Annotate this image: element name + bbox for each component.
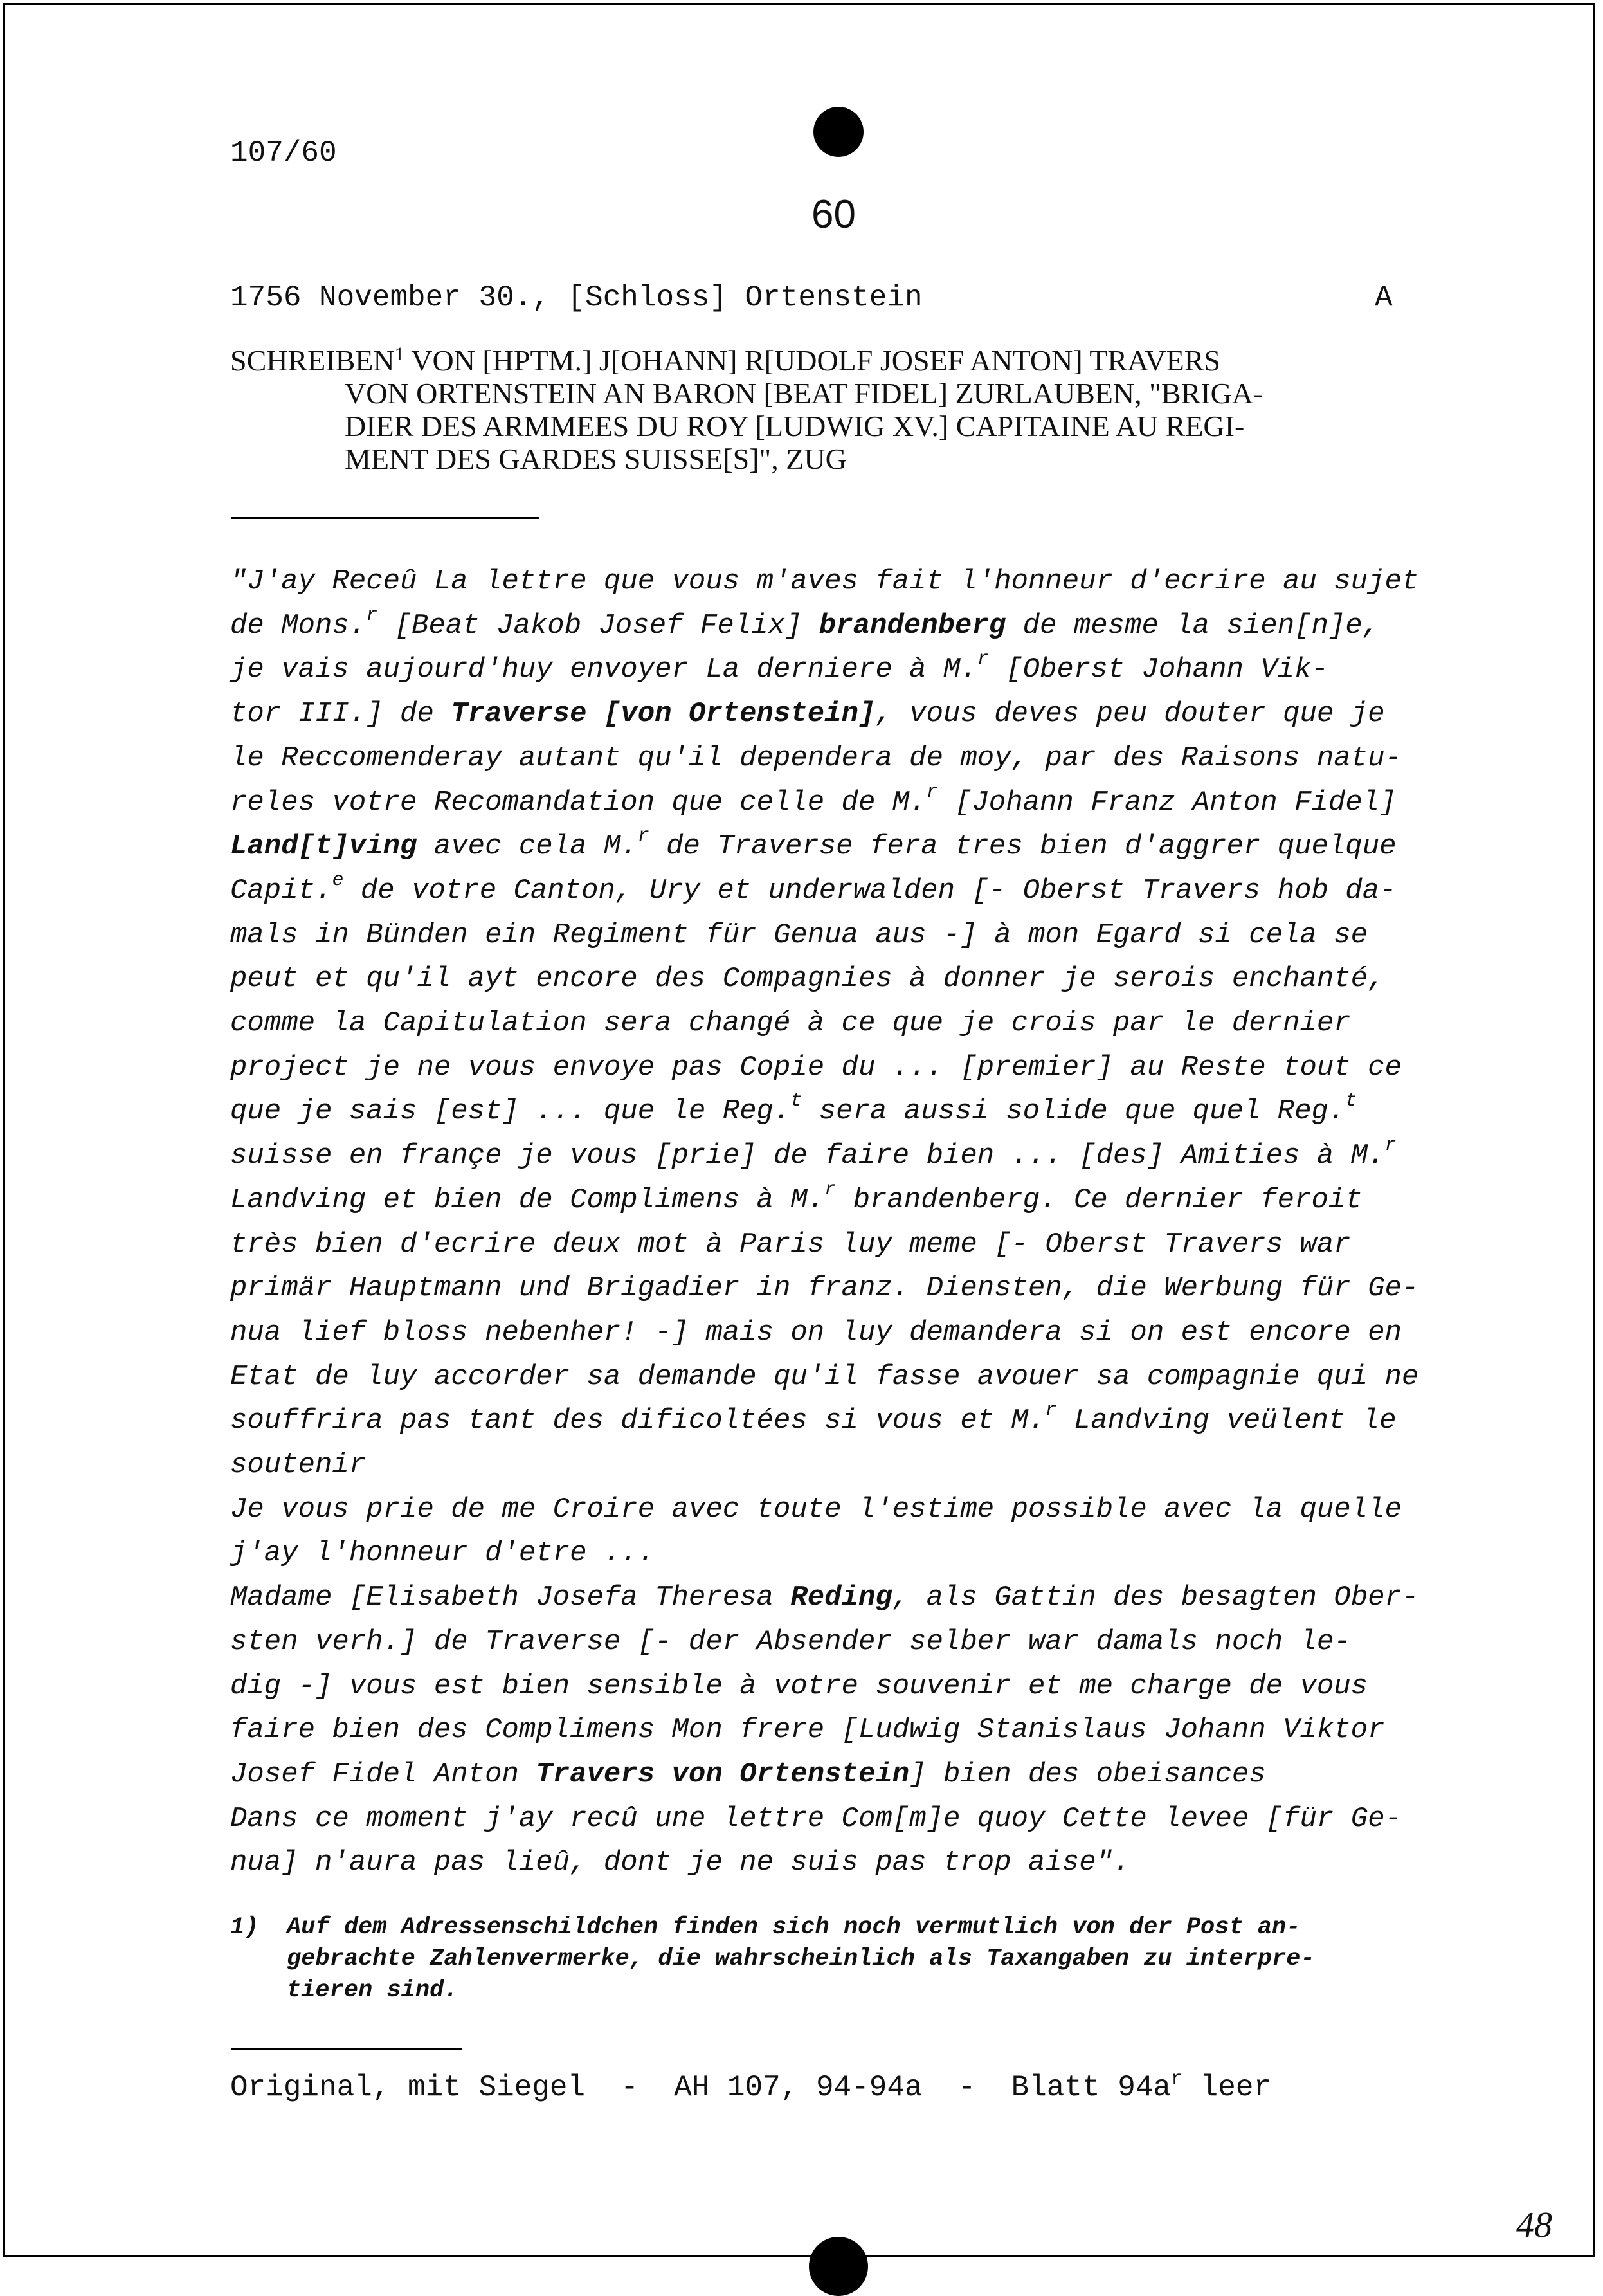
file-reference: 107/60	[230, 136, 337, 170]
body-line: "J'ay Receû La lettre que vous m'aves fait l'honneur d'ecrire au sujet	[230, 565, 1419, 597]
text: [Oberst Johann Vik-	[988, 653, 1328, 686]
text: je vais aujourd'huy envoyer La derniere à M.	[230, 653, 977, 686]
superscript: r	[637, 825, 649, 848]
superscript: t	[790, 1090, 802, 1113]
punch-hole-top	[813, 107, 864, 157]
body-line: mals in Bünden ein Regiment für Genua aus -] à mon Egard si cela se	[230, 918, 1368, 951]
footnote-body	[287, 1912, 1465, 2007]
body-line: nua lief bloss nebenher! -] mais on luy demandera si on est encore en	[230, 1316, 1402, 1349]
body-line	[230, 648, 1465, 692]
body-line: Je vous prie de me Croire avec toute l'estime possible avec la quelle	[230, 1493, 1402, 1526]
body-line	[230, 1753, 1465, 1797]
bold-name: Traverse [von Ortenstein]	[451, 698, 876, 731]
superscript: r	[1384, 1134, 1397, 1157]
body-line	[230, 1178, 1465, 1223]
footnote-reference: 1	[394, 343, 404, 365]
superscript: t	[1345, 1090, 1357, 1113]
source-text: Original, mit Siegel - AH 107, 94-94a - Blatt 94a	[230, 2071, 1172, 2104]
text: Josef Fidel Anton	[230, 1758, 536, 1790]
body-line: nua] n'aura pas lieû, dont je ne suis pas trop aise".	[230, 1846, 1130, 1879]
separator-rule	[231, 517, 539, 519]
superscript: r	[1045, 1399, 1057, 1422]
bold-name: Travers von Ortenstein	[536, 1758, 910, 1790]
text: sera aussi solide que quel Reg.	[802, 1095, 1346, 1128]
body-line: très bien d'ecrire deux mot à Paris luy meme [- Oberst Travers war	[230, 1228, 1351, 1261]
body-line	[230, 1134, 1465, 1178]
title-text: SCHREIBEN	[230, 344, 395, 377]
text: Madame [Elisabeth Josefa Theresa	[230, 1581, 791, 1614]
title-line-4: MENT DES GARDES SUISSE[S]", ZUG	[345, 442, 847, 475]
body-line	[230, 781, 1465, 825]
body-line: project je ne vous envoye pas Copie du ... [premier] au Reste tout ce	[230, 1051, 1402, 1084]
body-line: Dans ce moment j'ay recû une lettre Com[m]e quoy Cette levee [für Ge-	[230, 1802, 1402, 1835]
text: souffrira pas tant des dificoltées si vous et M.	[230, 1405, 1046, 1437]
footnote	[230, 1912, 1465, 2007]
footnote-line: Auf dem Adressenschildchen finden sich noch vermutlich von der Post an-	[287, 1914, 1301, 1941]
text: [Beat Jakob Josef Felix]	[377, 609, 819, 642]
text: de Traverse fera tres bien d'aggrer quelque	[649, 830, 1397, 863]
date-place-line: 1756 November 30., [Schloss] Ortenstein	[230, 281, 923, 314]
body-line: le Reccomenderay autant qu'il dependera de moy, par des Raisons natu-	[230, 742, 1402, 774]
body-line: soutenir	[230, 1449, 367, 1482]
page-number: 60	[811, 192, 856, 237]
body-line	[230, 825, 1465, 869]
separator-rule	[231, 2048, 462, 2050]
superscript: r	[1171, 2068, 1183, 2090]
text: , vous deves peu douter que je	[875, 698, 1385, 731]
punch-hole-bottom	[809, 2237, 868, 2296]
body-line	[230, 1089, 1465, 1134]
superscript: r	[824, 1178, 837, 1201]
body-line: peut et qu'il ayt encore des Compagnies à donner je serois enchanté,	[230, 963, 1385, 996]
body-line: faire bien des Complimens Mon frere [Ludwig Stanislaus Johann Viktor	[230, 1714, 1385, 1747]
body-line	[230, 604, 1465, 648]
body-line: comme la Capitulation sera changé à ce que je crois par le dernier	[230, 1007, 1351, 1040]
letter-body	[230, 560, 1465, 1885]
bold-name: Land[t]ving	[230, 830, 417, 863]
superscript: r	[926, 781, 938, 803]
source-note	[230, 2068, 1272, 2104]
body-line	[230, 1399, 1465, 1443]
document-title	[230, 344, 1439, 475]
body-line	[230, 869, 1465, 913]
body-line: j'ay l'honneur d'etre ...	[230, 1537, 655, 1570]
text: reles votre Recomandation que celle de M.	[230, 786, 927, 819]
footnote-mark: 1)	[230, 1914, 259, 1941]
body-line: primär Hauptmann und Brigadier in franz. Diensten, die Werbung für Ge-	[230, 1272, 1419, 1305]
text: avec cela M.	[417, 830, 638, 863]
body-line: sten verh.] de Traverse [- der Absender selber war damals noch le-	[230, 1625, 1351, 1658]
text: de Mons.	[230, 609, 367, 642]
text: , als Gattin des besagten Ober-	[892, 1581, 1419, 1614]
title-line-2: VON ORTENSTEIN AN BARON [BEAT FIDEL] ZURLAUBEN, "BRIGA-	[345, 377, 1263, 410]
superscript: r	[977, 648, 989, 671]
handwritten-archive-number: 48	[1516, 2205, 1552, 2245]
title-text: VON [HPTM.] J[OHANN] R[UDOLF JOSEF ANTON] TRAVERS	[404, 344, 1220, 377]
superscript: r	[366, 604, 378, 626]
text: Landving et bien de Complimens à M.	[230, 1183, 825, 1216]
body-line: Etat de luy accorder sa demande qu'il fasse avouer sa compagnie qui ne	[230, 1360, 1419, 1393]
bold-name: brandenberg	[819, 609, 1006, 642]
text: ] bien des obeisances	[909, 1758, 1266, 1790]
text: que je sais [est] ... que le Reg.	[230, 1095, 791, 1128]
text: de votre Canton, Ury et underwalden [- Oberst Travers hob da-	[343, 874, 1397, 907]
bold-name: Reding	[790, 1581, 892, 1614]
superscript: e	[332, 869, 344, 891]
text: tor III.] de	[230, 698, 451, 731]
text: de mesme la sien[n]e,	[1006, 609, 1380, 642]
body-line: dig -] vous est bien sensible à votre souvenir et me charge de vous	[230, 1670, 1368, 1702]
body-line	[230, 692, 1465, 736]
text: [Johann Franz Anton Fidel]	[937, 786, 1397, 819]
source-text: leer	[1182, 2071, 1272, 2104]
title-line-3: DIER DES ARMMEES DU ROY [LUDWIG XV.] CAPITAINE AU REGI-	[345, 410, 1245, 442]
body-line	[230, 1576, 1465, 1620]
text: Landving veülent le	[1056, 1405, 1397, 1437]
text: brandenberg. Ce dernier feroit	[836, 1183, 1363, 1216]
footnote-line: gebrachte Zahlenvermerke, die wahrscheinlich als Taxangaben zu interpre-	[287, 1945, 1315, 1973]
footnote-line: tieren sind.	[287, 1977, 458, 2004]
title-line-1	[230, 344, 1439, 377]
text: Capit.	[230, 874, 332, 907]
text: suisse en françe je vous [prie] de faire bien ... [des] Amities à M.	[230, 1140, 1385, 1172]
document-marker: A	[1375, 281, 1393, 314]
